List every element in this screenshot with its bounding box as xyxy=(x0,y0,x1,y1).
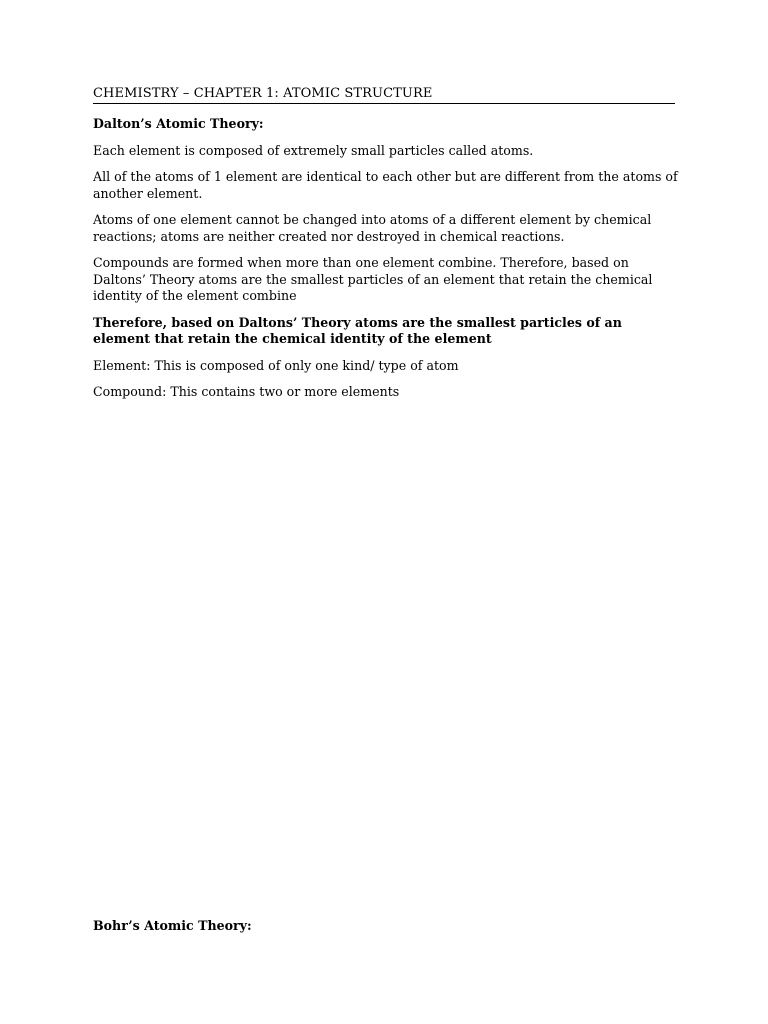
page-header xyxy=(93,86,675,104)
bohr-heading: Bohr’s Atomic Theory: xyxy=(93,918,252,933)
dalton-emphasis: Therefore, based on Daltons’ Theory atoms are the smallest particles of an element that retain the chemical identity of the element xyxy=(93,314,622,346)
dalton-paragraph-4: Compounds are formed when more than one element combine. Therefore, based on Daltons’ Theory atoms are the smallest particles of an element that retain the chemical identity of the element combine xyxy=(93,255,653,303)
element-definition: Element: This is composed of only one kind/ type of atom xyxy=(93,357,459,373)
compound-definition: Compound: This contains two or more elements xyxy=(93,384,400,399)
dalton-heading: Dalton’s Atomic Theory: xyxy=(93,116,264,131)
chapter-title: CHEMISTRY – CHAPTER 1: ATOMIC STRUCTURE xyxy=(93,86,433,101)
dalton-paragraph-2: All of the atoms of 1 element are identical to each other but are different from the atoms of another element. xyxy=(93,169,678,201)
dalton-paragraph-3: Atoms of one element cannot be changed into atoms of a different element by chemical reactions; atoms are neither created nor destroyed in chemical reactions. xyxy=(93,212,652,244)
document-body xyxy=(93,116,678,411)
dalton-paragraph-1: Each element is composed of extremely small particles called atoms. xyxy=(93,142,534,158)
